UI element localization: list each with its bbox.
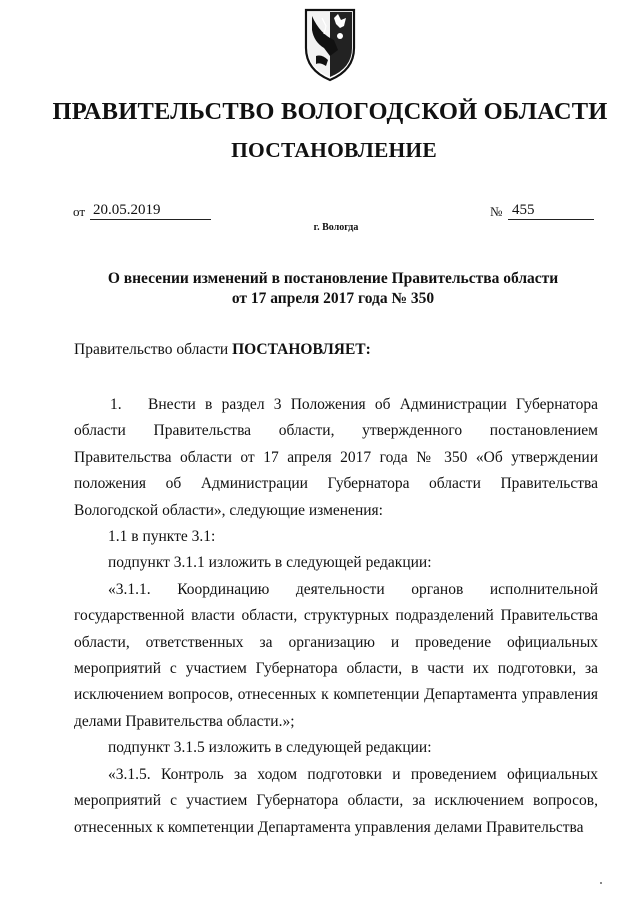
body-paragraph-5: подпункт 3.1.5 изложить в следующей редакции: (108, 739, 432, 757)
intro-resolves: ПОСТАНОВЛЯЕТ: (232, 341, 371, 358)
document-subject (0, 269, 640, 309)
document-number: 455 (508, 202, 594, 220)
scan-speck (600, 882, 602, 884)
subject-line-1: О внесении изменений в постановление Правительства области (107, 270, 559, 287)
subject-line-2: от 17 апреля 2017 года № 350 (231, 290, 435, 307)
document-date: 20.05.2019 (90, 202, 211, 220)
organization-title: ПРАВИТЕЛЬСТВО ВОЛОГОДСКОЙ ОБЛАСТИ (52, 98, 608, 125)
body-paragraph-4: «3.1.1. Координацию деятельности органов исполнительной государственной власти области, структурных подразделений Правительства области, ответственных за организацию и проведение официальных мероприятий с участием Губернатора области, в части их подготовки, за исключением вопросов, отнесенных к компетенции Департамента управления делами Правительства области.»; (74, 580, 598, 730)
item-number: 1. (110, 396, 122, 413)
body-paragraph-6: «3.1.5. Контроль за ходом подготовки и проведением официальных мероприятий с участием Губернатора области, за исключением вопросов, отнесенных к компетенции Департамента управления делами Правительства (74, 765, 598, 836)
body-paragraph-1 (74, 392, 598, 524)
document-body (74, 392, 598, 841)
date-prefix: от (73, 204, 86, 219)
number-prefix: № (490, 204, 503, 219)
intro-text: Правительство области (74, 341, 233, 358)
city-label: г. Вологда (313, 222, 359, 233)
resolution-intro (74, 341, 371, 359)
body-paragraph-2: 1.1 в пункте 3.1: (108, 528, 216, 546)
coat-of-arms-icon (300, 4, 360, 84)
body-paragraph-3: подпункт 3.1.1 изложить в следующей редакции: (108, 554, 432, 572)
body-paragraph-1-text: Внести в раздел 3 Положения об Администрации Губернатора области Правительства области, утвержденного постановлением Правительства области от 17 апреля 2017 года № 350 «Об утверждении положения об Администрации Губернатора области Правительства Вологодской области», следующие изменения: (74, 396, 598, 519)
document-type-title: ПОСТАНОВЛЕНИЕ (231, 138, 437, 162)
